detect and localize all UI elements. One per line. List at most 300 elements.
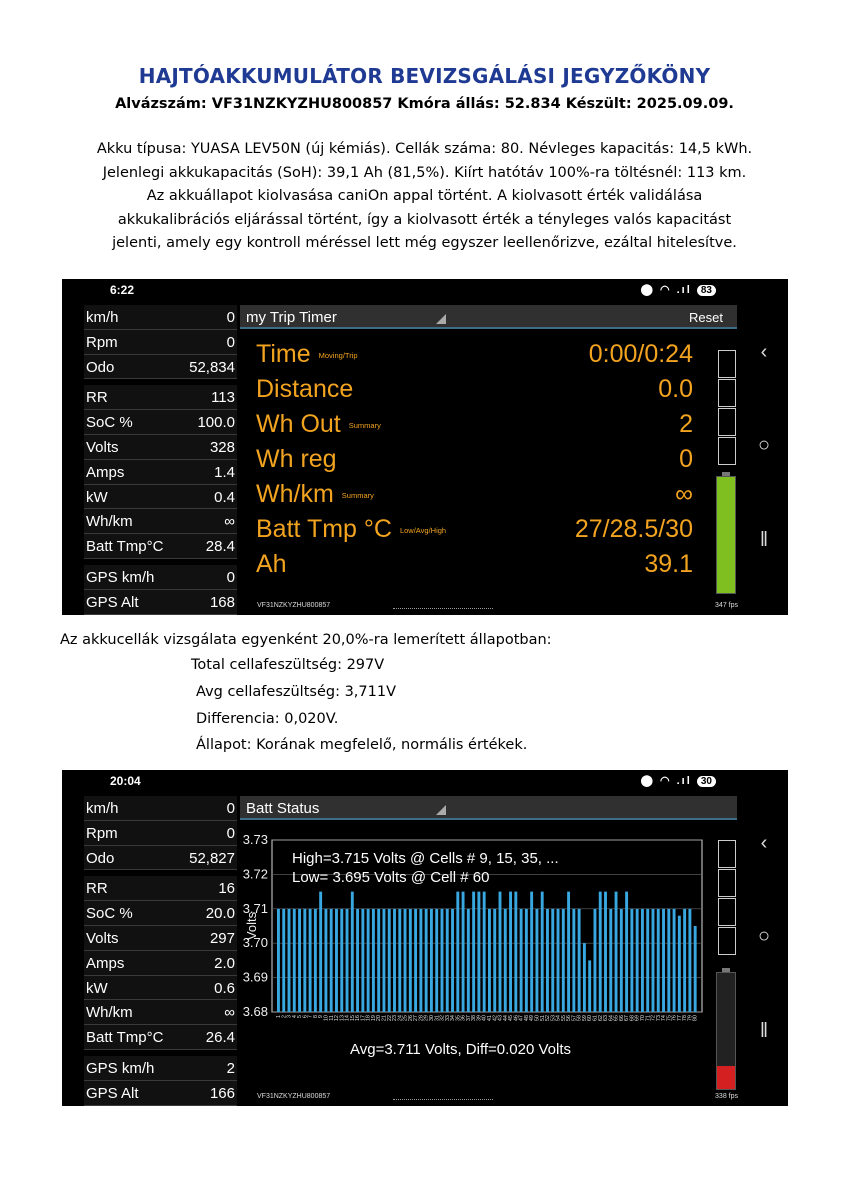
cell-bar (499, 892, 502, 1012)
cell-bar (319, 892, 322, 1012)
panel-header[interactable] (240, 796, 737, 820)
gauge-label: SoC % (86, 414, 133, 432)
page-indicator (393, 608, 493, 609)
x-tick-label: 16 (355, 1015, 362, 1022)
trip-value: 39.1 (644, 550, 693, 578)
cell-bar (430, 909, 433, 1012)
gauge-label: GPS Alt (86, 593, 139, 611)
gauge-value: 113 (211, 389, 235, 407)
cell-bar (694, 926, 697, 1012)
gauge-value: 100.0 (197, 414, 235, 432)
trip-value: 2 (679, 410, 693, 438)
cell-bar (303, 909, 306, 1012)
x-tick-label: 31 (434, 1015, 441, 1022)
x-tick-label: 28 (418, 1015, 425, 1022)
gauge-row (84, 951, 237, 976)
gauge-value: 52,827 (189, 849, 235, 867)
trip-row (240, 478, 695, 513)
cell-bar (630, 909, 633, 1012)
cell-bar (636, 909, 639, 1012)
cell-bar (467, 909, 470, 1012)
cell-bar (646, 909, 649, 1012)
x-tick-label: 30 (428, 1015, 435, 1022)
cells-intro: Az akkucellák vizsgálata egyenként 20,0%-ra lemerített állapotban: (60, 632, 552, 648)
page-indicator (393, 1099, 493, 1100)
cell-bar (546, 909, 549, 1012)
reset-button[interactable]: Reset (689, 310, 723, 325)
gauge-list (84, 796, 237, 1106)
high-annotation: High=3.715 Volts @ Cells # 9, 15, 35, ... (292, 850, 559, 867)
gauge-label: GPS Alt (86, 1084, 139, 1102)
trip-label-text: Wh Out (256, 410, 341, 438)
gauge-label: km/h (86, 800, 119, 817)
dropdown-icon[interactable] (436, 805, 446, 815)
cell-bar (277, 909, 280, 1012)
signal-icons: ⬤ ◠ .ıl (640, 775, 692, 787)
cell-bar (367, 909, 370, 1012)
level-boxes (718, 350, 736, 466)
status-icons (641, 283, 716, 296)
trip-label (256, 410, 381, 439)
trip-row (240, 373, 695, 408)
trip-label-text: Time (256, 340, 311, 368)
gauge-label: Odo (86, 849, 115, 867)
x-tick-label: 26 (407, 1015, 414, 1022)
gauge-label: km/h (86, 309, 119, 326)
x-tick-label: 70 (639, 1015, 646, 1022)
trip-label-text: Ah (256, 550, 287, 578)
battery-icon (716, 472, 736, 594)
x-tick-label: 50 (534, 1015, 541, 1022)
x-tick-label: 2 (281, 1015, 288, 1019)
status-bar (62, 279, 788, 301)
x-tick-label: 71 (645, 1015, 652, 1022)
y-tick-label: 3.68 (242, 1004, 268, 1019)
cell-bar (472, 892, 475, 1012)
trip-label-text: Wh/km (256, 480, 334, 508)
y-tick-label: 3.71 (242, 900, 268, 916)
gauge-label: RR (86, 389, 108, 407)
gauge-row (84, 1056, 237, 1081)
x-tick-label: 42 (492, 1015, 499, 1022)
gauge-row (84, 410, 237, 435)
x-tick-label: 64 (608, 1015, 615, 1022)
x-tick-label: 76 (671, 1015, 678, 1022)
x-tick-label: 59 (581, 1015, 588, 1022)
clock: 6:22 (110, 283, 135, 297)
gauge-value: 166 (209, 1084, 235, 1102)
trip-row (240, 513, 695, 548)
x-tick-label: 54 (555, 1015, 562, 1022)
cell-bar (309, 909, 312, 1012)
trip-label (256, 550, 287, 579)
intro-line: Az akkuállapot kiolvasása caniOn appal történt. A kiolvasott érték validálása (146, 188, 703, 204)
x-tick-label: 45 (508, 1015, 515, 1022)
cell-bar (293, 909, 296, 1012)
x-tick-label: 7 (307, 1015, 314, 1019)
battery-fill (717, 1066, 735, 1089)
x-tick-label: 19 (370, 1015, 377, 1022)
home-nav-icon[interactable]: ○ (757, 925, 771, 947)
x-tick-label: 39 (476, 1015, 483, 1022)
x-tick-label: 12 (334, 1015, 341, 1022)
cell-bar (383, 909, 386, 1012)
y-axis-label: Volts (244, 911, 259, 941)
cell-bar (425, 909, 428, 1012)
gauge-label: Batt Tmp°C (86, 1029, 164, 1047)
x-tick-label: 34 (450, 1015, 457, 1022)
x-tick-label: 25 (402, 1015, 409, 1022)
gauge-row (84, 846, 237, 871)
fps-label: 338 fps (715, 1093, 738, 1100)
cell-bar (361, 909, 364, 1012)
cell-bar (504, 909, 507, 1012)
x-tick-label: 35 (455, 1015, 462, 1022)
cells-line: Avg cellafeszültség: 3,711V (196, 684, 396, 700)
gauge-row (84, 1000, 237, 1025)
cell-bar (662, 909, 665, 1012)
gauge-label: GPS km/h (86, 568, 155, 586)
x-tick-label: 11 (328, 1015, 335, 1021)
cell-voltage-chart (240, 826, 710, 1064)
x-tick-label: 38 (471, 1015, 478, 1022)
trip-label-text: Distance (256, 375, 354, 403)
y-tick-label: 3.73 (242, 832, 268, 847)
x-tick-label: 32 (439, 1015, 446, 1022)
cell-bar (340, 909, 343, 1012)
gauge-label: kW (86, 488, 108, 506)
intro-line: Jelenlegi akkukapacitás (SoH): 39,1 Ah (81,5%). Kiírt hatótáv 100%-ra töltésnél: 113 km. (102, 164, 747, 181)
cell-bar (551, 909, 554, 1012)
gauge-row (84, 305, 237, 330)
cell-bar (298, 909, 301, 1012)
cell-bar (488, 909, 491, 1012)
cell-bar (594, 909, 597, 1012)
x-tick-label: 3 (286, 1015, 293, 1019)
gauge-value: 0.4 (214, 488, 235, 506)
trip-timer-screenshot (62, 279, 788, 615)
x-tick-label: 37 (465, 1015, 472, 1022)
gauge-label: Batt Tmp°C (86, 538, 164, 556)
trip-value: 0 (679, 445, 693, 473)
dropdown-icon[interactable] (436, 314, 446, 324)
gauge-label: Wh/km (86, 1004, 133, 1022)
gauge-value: 16 (218, 880, 235, 898)
gauge-value: 2.0 (214, 954, 235, 972)
cell-bar (514, 892, 517, 1012)
gauge-row (84, 534, 237, 559)
x-tick-label: 23 (392, 1015, 399, 1022)
gauge-value: 2 (226, 1059, 235, 1077)
x-tick-label: 24 (397, 1015, 404, 1022)
x-tick-label: 1 (276, 1015, 282, 1019)
x-tick-label: 61 (592, 1015, 599, 1022)
panel-title: Batt Status (246, 800, 320, 817)
x-tick-label: 53 (550, 1015, 557, 1022)
trip-row (240, 408, 695, 443)
gauge-value: ∞ (224, 1004, 235, 1022)
cell-bar (282, 909, 285, 1012)
x-tick-label: 36 (460, 1015, 467, 1022)
intro-line: Akku típusa: YUASA LEV50N (új kémiás). Cellák száma: 80. Névleges kapacitás: 14,5 kWh. (96, 141, 753, 157)
cell-bar (324, 909, 327, 1012)
cell-bar (588, 960, 591, 1012)
gauge-value: 52,834 (189, 358, 235, 376)
gauge-label: Rpm (86, 824, 118, 842)
x-tick-label: 21 (381, 1015, 388, 1022)
trip-label (256, 515, 446, 544)
cell-bar (314, 909, 317, 1012)
trip-label-hint: Summary (341, 490, 374, 500)
gauge-label: Odo (86, 358, 115, 376)
gauge-row (84, 565, 237, 590)
batt-status-screenshot (62, 770, 788, 1106)
cell-bar (604, 892, 607, 1012)
x-tick-label: 8 (312, 1015, 319, 1019)
battery-badge: 30 (697, 776, 716, 787)
x-tick-label: 14 (344, 1015, 351, 1022)
panel-header[interactable] (240, 305, 737, 329)
cells-line: Állapot: Korának megfelelő, normális értékek. (196, 737, 528, 753)
x-tick-label: 67 (624, 1015, 631, 1022)
cell-bar (667, 909, 670, 1012)
x-tick-label: 48 (523, 1015, 530, 1022)
gauge-value: 0 (226, 824, 235, 842)
gauge-row (84, 435, 237, 460)
x-tick-label: 75 (666, 1015, 673, 1022)
cell-bar (483, 892, 486, 1012)
x-tick-label: 29 (423, 1015, 430, 1022)
gauge-value: 28.4 (205, 538, 235, 556)
x-tick-label: 58 (576, 1015, 583, 1022)
battery-icon (716, 968, 736, 1090)
cell-bar (393, 909, 396, 1012)
x-tick-label: 15 (349, 1015, 356, 1022)
x-tick-label: 65 (613, 1015, 620, 1022)
recents-nav-icon[interactable]: ‖ (759, 529, 769, 551)
gauge-row (84, 876, 237, 901)
cell-bar (456, 892, 459, 1012)
x-tick-label: 79 (687, 1015, 694, 1022)
cell-bar (419, 909, 422, 1012)
x-tick-label: 18 (365, 1015, 372, 1022)
cell-bar (583, 943, 586, 1012)
gauge-row (84, 485, 237, 510)
trip-label (256, 375, 353, 404)
gauge-row (84, 1025, 237, 1050)
x-tick-label: 40 (481, 1015, 488, 1022)
cell-bar (578, 909, 581, 1012)
cell-bar (388, 909, 391, 1012)
cell-bar (557, 909, 560, 1012)
trip-value: 0:00/0:24 (588, 340, 693, 368)
x-tick-label: 52 (545, 1015, 552, 1022)
panel-title: my Trip Timer (246, 309, 337, 326)
gauge-label: Wh/km (86, 513, 133, 531)
x-tick-label: 33 (444, 1015, 451, 1022)
y-tick-label: 3.70 (242, 935, 268, 951)
gauge-row (84, 1081, 237, 1106)
cell-bar (288, 909, 291, 1012)
gauge-value: 0 (226, 309, 235, 326)
x-tick-label: 13 (339, 1015, 346, 1022)
cell-bar (683, 909, 686, 1012)
back-nav-icon[interactable]: ‹ (760, 341, 768, 363)
cell-bar (657, 909, 660, 1012)
gauge-row (84, 460, 237, 485)
gauge-value: 20.0 (205, 905, 235, 923)
cell-bar (330, 909, 333, 1012)
x-tick-label: 47 (518, 1015, 525, 1022)
cell-bar (493, 909, 496, 1012)
x-tick-label: 80 (692, 1015, 699, 1022)
cell-bar (541, 892, 544, 1012)
recents-nav-icon[interactable]: ‖ (759, 1020, 769, 1042)
x-tick-label: 74 (661, 1015, 668, 1022)
document-title: HAJTÓAKKUMULÁTOR BEVIZSGÁLÁSI JEGYZŐKÖNY (138, 64, 711, 88)
gauge-row (84, 901, 237, 926)
cell-bar (625, 892, 628, 1012)
x-tick-label: 66 (618, 1015, 625, 1022)
status-icons (641, 774, 716, 787)
intro-line: jelenti, amely egy kontroll méréssel lett még egyszer leellenőrizve, ezáltal hitelesítve. (112, 235, 737, 251)
gauge-row (84, 330, 237, 355)
x-tick-label: 60 (587, 1015, 594, 1022)
gauge-label: GPS km/h (86, 1059, 155, 1077)
cell-bar (678, 916, 681, 1012)
cell-bar (599, 892, 602, 1012)
document-subtitle: Alvázszám: VF31NZKYZHU800857 Kmóra állás: 52.834 Készült: 2025.09.09. (115, 96, 734, 112)
x-tick-label: 69 (634, 1015, 641, 1022)
battery-badge: 83 (697, 285, 716, 296)
cell-bar (441, 909, 444, 1012)
gauge-label: Rpm (86, 333, 118, 351)
intro-paragraph (60, 138, 789, 256)
cell-bar (398, 909, 401, 1012)
cell-bar (335, 909, 338, 1012)
cell-bar (377, 909, 380, 1012)
gauge-list (84, 305, 237, 615)
cells-line: Differencia: 0,020V. (196, 711, 339, 727)
trip-label-hint: Moving/Trip (318, 350, 358, 360)
x-tick-label: 5 (297, 1015, 304, 1019)
trip-value: 27/28.5/30 (574, 515, 693, 543)
trip-row (240, 443, 695, 478)
cell-bar (673, 909, 676, 1012)
cell-bar (620, 909, 623, 1012)
clock: 20:04 (110, 774, 141, 788)
gauge-row (84, 796, 237, 821)
back-nav-icon[interactable]: ‹ (760, 832, 768, 854)
x-tick-label: 43 (497, 1015, 504, 1022)
gauge-label: Volts (86, 929, 119, 947)
intro-line: akkukalibrációs eljárással történt, így a kiolvasott érték a tényleges valós kapacitást (117, 211, 732, 228)
x-tick-label: 6 (302, 1015, 309, 1019)
cell-bar (351, 892, 354, 1012)
gauge-label: kW (86, 979, 108, 997)
x-tick-label: 63 (603, 1015, 610, 1022)
y-tick-label: 3.69 (242, 969, 268, 985)
trip-label (256, 480, 374, 509)
x-tick-label: 44 (502, 1015, 509, 1022)
vin-label: VF31NZKYZHU800857 (257, 1093, 331, 1100)
cell-bar (615, 892, 618, 1012)
x-tick-label: 10 (323, 1015, 330, 1022)
gauge-row (84, 590, 237, 615)
x-tick-label: 20 (376, 1015, 383, 1022)
trip-values (240, 338, 695, 583)
cell-bar (535, 909, 538, 1012)
trip-label-hint: Low/Avg/High (399, 525, 447, 535)
cell-bar (451, 909, 454, 1012)
x-tick-label: 56 (566, 1015, 573, 1022)
x-tick-label: 17 (360, 1015, 367, 1022)
gauge-value: 168 (209, 593, 235, 611)
x-tick-label: 41 (487, 1015, 493, 1022)
level-boxes (718, 840, 736, 956)
gauge-row (84, 355, 237, 380)
gauge-value: 328 (209, 438, 235, 456)
gauge-row (84, 509, 237, 534)
x-tick-label: 72 (650, 1015, 657, 1022)
gauge-label: SoC % (86, 905, 133, 923)
gauge-row (84, 976, 237, 1001)
cell-bar (346, 909, 349, 1012)
gauge-value: 297 (209, 929, 235, 947)
gauge-label: Amps (86, 463, 125, 481)
status-bar (62, 770, 788, 792)
gauge-label: Volts (86, 438, 119, 456)
cell-bar (435, 909, 438, 1012)
cell-bar (652, 909, 655, 1012)
cell-bar (530, 892, 533, 1012)
low-annotation: Low= 3.695 Volts @ Cell # 60 (292, 869, 490, 886)
battery-fill (717, 477, 735, 593)
x-tick-label: 55 (560, 1015, 567, 1022)
cell-bar (372, 909, 375, 1012)
gauge-value: 0 (226, 568, 235, 586)
chart-footer: Avg=3.711 Volts, Diff=0.020 Volts (350, 1041, 571, 1058)
y-tick-label: 3.72 (242, 866, 268, 882)
cell-bar (409, 909, 412, 1012)
gauge-row (84, 385, 237, 410)
cell-bar (641, 909, 644, 1012)
trip-row (240, 548, 695, 583)
x-tick-label: 51 (539, 1015, 546, 1022)
x-tick-label: 9 (318, 1015, 325, 1019)
trip-value: ∞ (675, 480, 693, 508)
gauge-value: ∞ (224, 513, 235, 531)
gauge-row (84, 926, 237, 951)
x-tick-label: 46 (513, 1015, 520, 1022)
vin-label: VF31NZKYZHU800857 (257, 602, 331, 609)
x-tick-label: 4 (291, 1015, 298, 1019)
cell-bar (477, 892, 480, 1012)
cell-bar (688, 909, 691, 1012)
cell-bar (567, 892, 570, 1012)
x-tick-label: 49 (529, 1015, 536, 1022)
cell-bar (414, 909, 417, 1012)
cell-bar (509, 892, 512, 1012)
cell-bar (446, 909, 449, 1012)
cell-bar (462, 892, 465, 1012)
x-tick-label: 57 (571, 1015, 578, 1022)
x-tick-label: 22 (386, 1015, 393, 1022)
x-tick-label: 27 (413, 1015, 420, 1022)
trip-label (256, 445, 337, 474)
x-tick-label: 62 (597, 1015, 604, 1022)
home-nav-icon[interactable]: ○ (757, 434, 771, 456)
